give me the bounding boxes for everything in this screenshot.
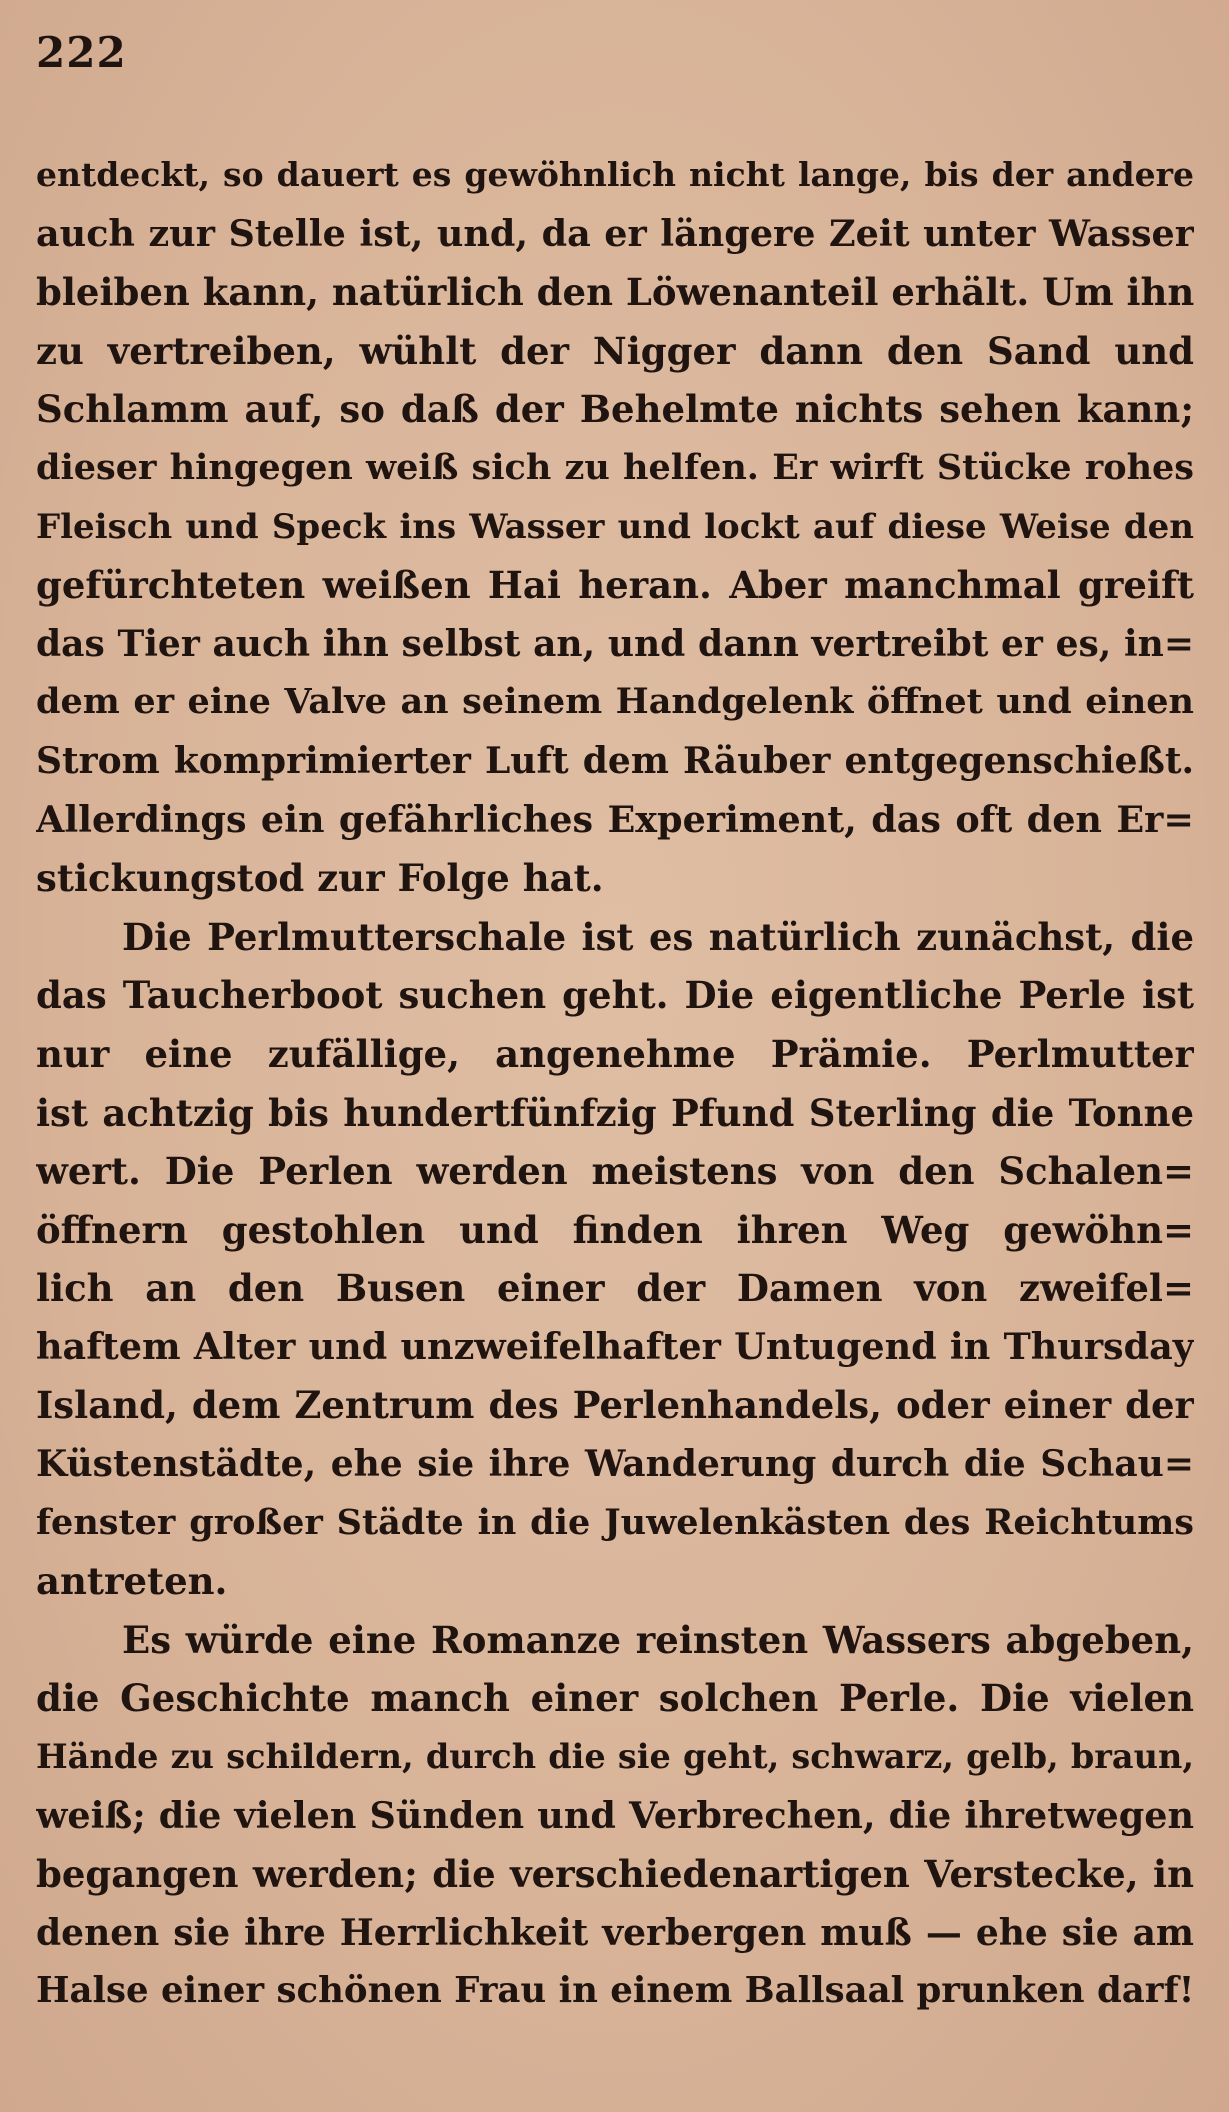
text-line: denen sie ihre Herrlichkeit verbergen muß — ehe sie am — [36, 1911, 1194, 1954]
text-line: begangen werden; die verschiedenartigen Verstecke, in — [36, 1852, 1194, 1897]
text-line: Küstenstädte, ehe sie ihre Wanderung durch die Schau= — [36, 1443, 1194, 1486]
text-line: Strom komprimierter Luft dem Räuber entgegenschießt. — [36, 739, 1194, 782]
text-line: bleiben kann, natürlich den Löwenanteil erhält. Um ihn — [36, 270, 1194, 315]
text-line: antreten. — [36, 1559, 228, 1604]
text-line: Halse einer schönen Frau in einem Ballsaal prunken darf! — [36, 1970, 1194, 2012]
text-line: Allerdings ein gefährliches Experiment, das oft den Er= — [36, 797, 1194, 841]
text-line: entdeckt, so dauert es gewöhnlich nicht lange, bis der andere — [36, 155, 1194, 194]
text-line: haftem Alter und unzweifelhafter Untugend in Thursday — [36, 1324, 1194, 1368]
text-line: öffnern gestohlen und finden ihren Weg gewöhn= — [36, 1207, 1194, 1252]
text-line: fenster großer Städte in die Juwelenkästen des Reichtums — [36, 1501, 1194, 1543]
text-line: Schlamm auf, so daß der Behelmte nichts sehen kann; — [36, 387, 1194, 432]
text-line: gefürchteten weißen Hai heran. Aber manchmal greift — [36, 563, 1194, 608]
text-line: stickungstod zur Folge hat. — [36, 856, 604, 901]
text-line: ist achtzig bis hundertfünfzig Pfund Sterling die Tonne — [36, 1090, 1194, 1135]
text-line: Hände zu schildern, durch die sie geht, schwarz, gelb, braun, — [36, 1737, 1194, 1777]
text-line: nur eine zufällige, angenehme Prämie. Perlmutter — [36, 1031, 1194, 1076]
text-line: Die Perlmutterschale ist es natürlich zunächst, die — [122, 914, 1194, 959]
text-line: das Tier auch ihn selbst an, und dann vertreibt er es, in= — [36, 622, 1194, 665]
text-line: zu vertreiben, wühlt der Nigger dann den Sand und — [36, 328, 1194, 373]
body-text — [36, 146, 1194, 2021]
text-line: dem er eine Valve an seinem Handgelenk öffnet und einen — [36, 681, 1194, 723]
text-line: auch zur Stelle ist, und, da er längere Zeit unter Wasser — [36, 211, 1194, 255]
text-line: dieser hingegen weiß sich zu helfen. Er wirft Stücke rohes — [36, 446, 1194, 488]
text-line: das Taucherboot suchen geht. Die eigentliche Perle ist — [36, 973, 1194, 1018]
text-line: Fleisch und Speck ins Wasser und lockt auf diese Weise den — [36, 506, 1194, 547]
text-line: weiß; die vielen Sünden und Verbrechen, die ihretwegen — [36, 1793, 1194, 1837]
page-number: 222 — [36, 28, 127, 77]
text-line: Es würde eine Romanze reinsten Wassers abgeben, — [122, 1617, 1194, 1662]
text-line: lich an den Busen einer der Damen von zweifel= — [36, 1266, 1194, 1311]
text-line: Island, dem Zentrum des Perlenhandels, oder einer der — [36, 1383, 1194, 1428]
text-line: die Geschichte manch einer solchen Perle. Die vielen — [36, 1676, 1194, 1721]
text-line: wert. Die Perlen werden meistens von den Schalen= — [36, 1149, 1194, 1194]
